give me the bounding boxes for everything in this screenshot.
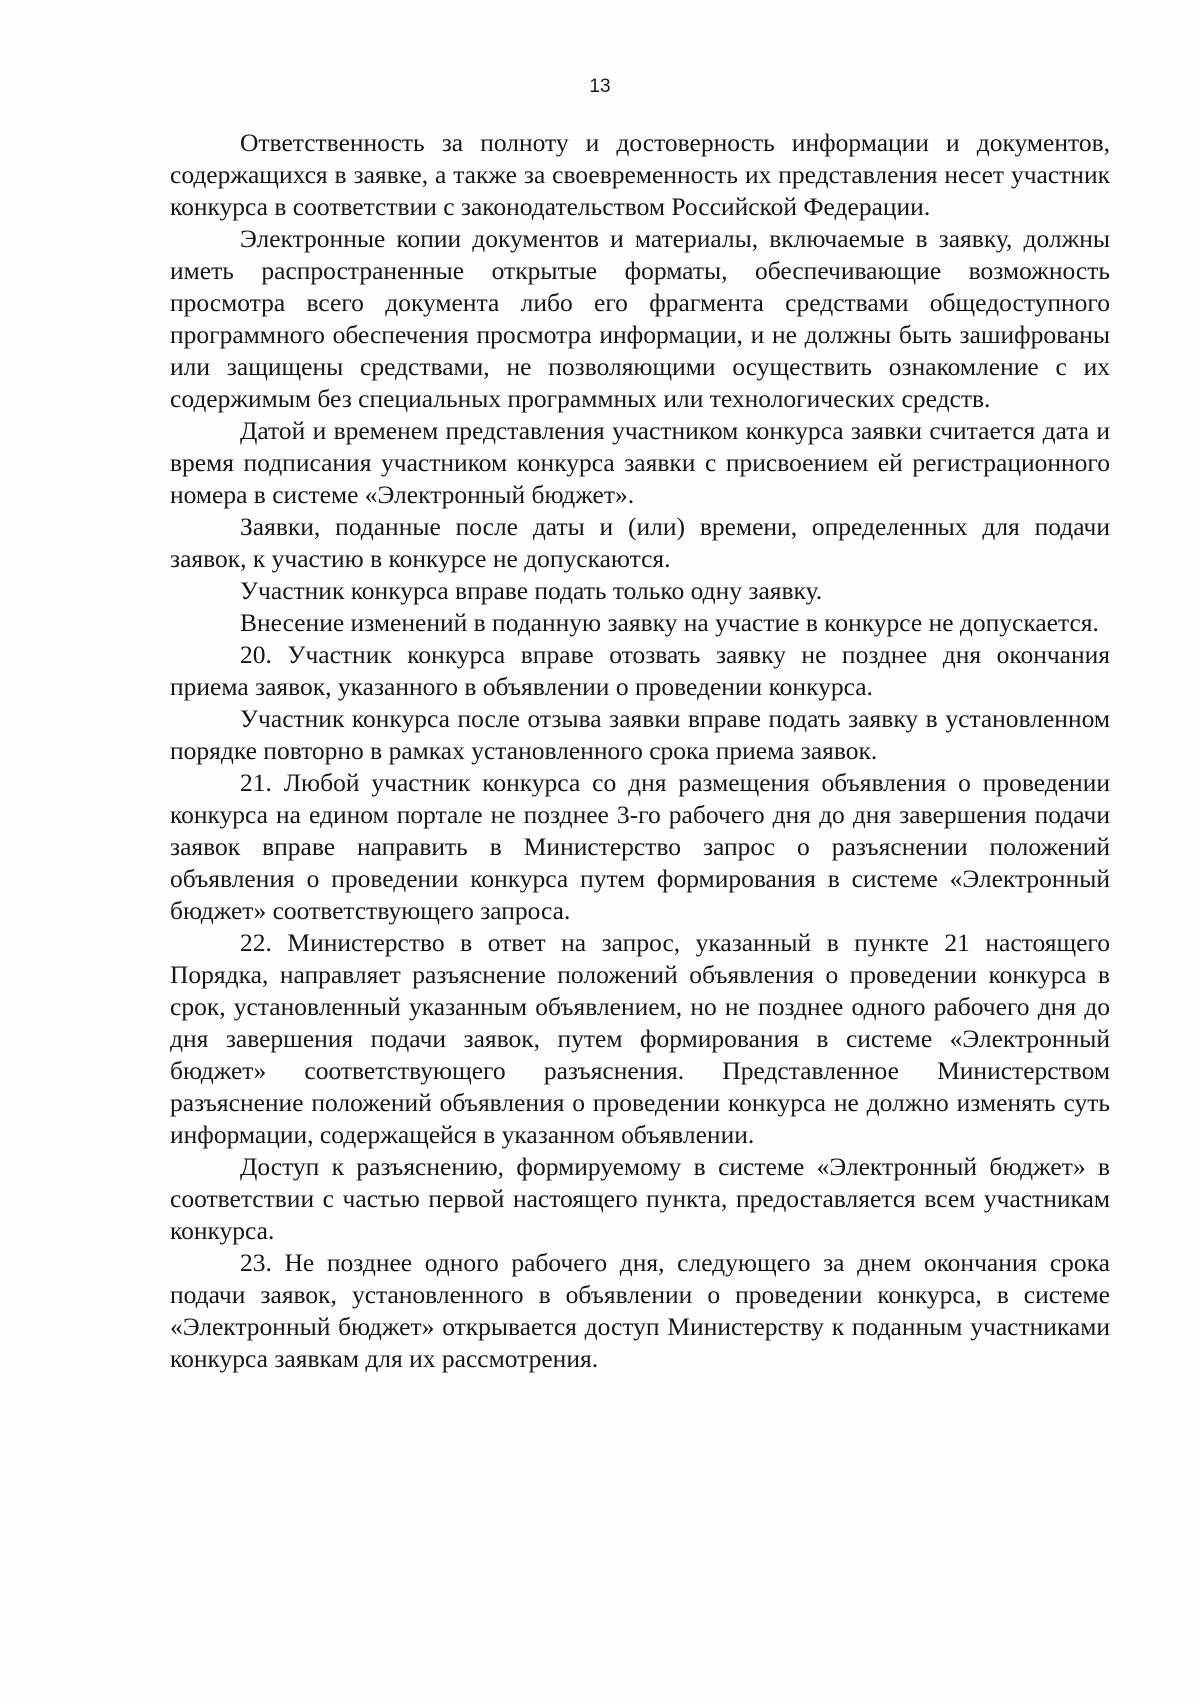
paragraph-clause-22: 22. Министерство в ответ на запрос, указанный в пункте 21 настоящего Порядка, направляет разъяснение положений объявления о проведении конкурса в срок, установленный указанным объявлением, но не позднее одного рабочего дня до дня завершения подачи заявок, путем формирования в системе «Электронный бюджет» соответствующего разъяснения. Представленное Министерством разъяснение положений объявления о проведении конкурса не должно изменять суть информации, содержащейся в указанном объявлении. [170,928,1110,1149]
paragraph-one-application: Участник конкурса вправе подать только одну заявку. [240,576,823,605]
page-number: 13 [589,76,611,97]
paragraph-submission-date: Датой и временем представления участником конкурса заявки считается дата и время подписания участником конкурса заявки с присвоением ей регистрационного номера в системе «Электронный бюджет». [170,416,1110,509]
paragraph-clause-21: 21. Любой участник конкурса со дня размещения объявления о проведении конкурса на едином портале не позднее 3-го рабочего дня до дня завершения подачи заявок вправе направить в Министерство запрос о разъяснении положений объявления о проведении конкурса путем формирования в системе «Электронный бюджет» соответствующего запроса. [170,768,1110,925]
paragraph-no-changes: Внесение изменений в поданную заявку на участие в конкурсе не допускается. [240,608,1099,637]
paragraph-clarification-access: Доступ к разъяснению, формируемому в системе «Электронный бюджет» в соответствии с частью первой настоящего пункта, предоставляется всем участникам конкурса. [170,1152,1110,1245]
paragraph-late-applications: Заявки, поданные после даты и (или) времени, определенных для подачи заявок, к участию в конкурсе не допускаются. [170,512,1110,573]
document-body [170,127,1110,1375]
paragraph-responsibility: Ответственность за полноту и достоверность информации и документов, содержащихся в заявке, а также за своевременность их представления несет участник конкурса в соответствии с законодательством Российской Федерации. [170,128,1110,221]
paragraph-clause-23: 23. Не позднее одного рабочего дня, следующего за днем окончания срока подачи заявок, установленного в объявлении о проведении конкурса, в системе «Электронный бюджет» открывается доступ Министерству к поданным участниками конкурса заявкам для их рассмотрения. [170,1248,1110,1373]
paragraph-resubmission: Участник конкурса после отзыва заявки вправе подать заявку в установленном порядке повторно в рамках установленного срока приема заявок. [170,704,1110,765]
paragraph-clause-20: 20. Участник конкурса вправе отозвать заявку не позднее дня окончания приема заявок, указанного в объявлении о проведении конкурса. [170,640,1110,701]
paragraph-electronic-copies: Электронные копии документов и материалы, включаемые в заявку, должны иметь распространенные открытые форматы, обеспечивающие возможность просмотра всего документа либо его фрагмента средствами общедоступного программного обеспечения просмотра информации, и не должны быть зашифрованы или защищены средствами, не позволяющими осуществить ознакомление с их содержимым без специальных программных или технологических средств. [170,224,1110,413]
